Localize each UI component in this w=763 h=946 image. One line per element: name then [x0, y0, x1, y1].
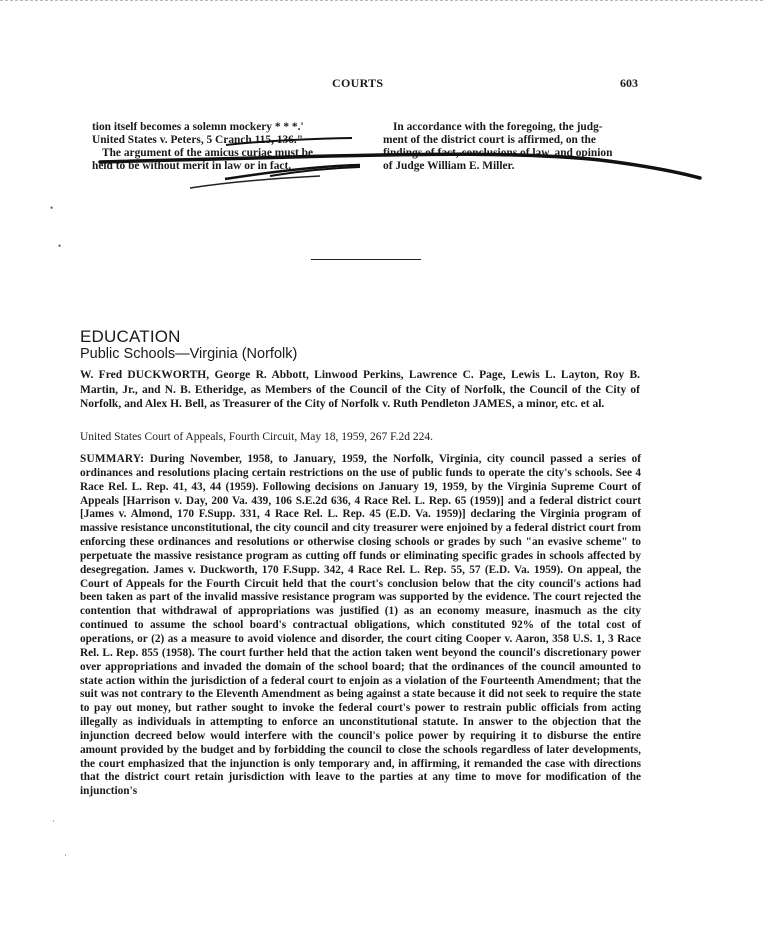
left-column-line: United States v. Peters, 5 Cranch 115, 136." [92, 134, 304, 146]
section-subtitle: Public Schools—Virginia (Norfolk) [80, 346, 298, 362]
court-citation: United States Court of Appeals, Fourth Circuit, May 18, 1959, 267 F.2d 224. [80, 431, 434, 443]
scan-speck: · [52, 816, 55, 826]
summary-text: During November, 1958, to January, 1959, the Norfolk, Virginia, city council passed a series of ordinances and resolutions placing certain restrictions on the use of public funds to operate the city's schools. See 4 Race Rel. L. Rep. 41, 43, 44 (1959). Following decisions on January 19, 1959, by the Virginia Supreme Court of Appeals [Harrison v. Day, 200 Va. 439, 106 S.E.2d 636, 4 Race Rel. L. Rep. 65 (1959)] and a federal district court [James v. Almond, 170 F.Supp. 331, 4 Race Rel. L. Rep. 45 (E.D. Va. 1959)] declaring the Virginia program of massive resistance unconstitutional, the city council and city treasurer were enjoined by a federal district court from enforcing these ordinances and resolutions or otherwise closing schools or grades by such "an evasive scheme" to perpetuate the massive resistance program as cutting off funds or eliminating specific grades in schools affected by desegregation. James v. Duckworth, 170 F.Supp. 342, 4 Race Rel. L. Rep. 55, 57 (E.D. Va. 1959). On appeal, the Court of Appeals for the Fourth Circuit held that the court's conclusion below that the city council's actions had been taken as part of the invalid massive resistance program was supported by the evidence. The court rejected the contention that withdrawal of appropriations was justified (1) as an economy measure, inasmuch as the city continued to assume the school board's contractual obligations, which constituted 92% of the total cost of operations, or (2) as a measure to avoid violence and disorder, the court citing Cooper v. Aaron, 358 U.S. 1, 3 Race Rel. L. Rep. 855 (1958). The court further held that the action taken went beyond the council's discretionary power over appropriations and invaded the domain of the school board; that the ordinances of the council amounted to state action within the jurisdiction of a federal court to enjoin as a violation of the Fourteenth Amendment; that the suit was not contrary to the Eleventh Amendment as being against a state because it did not seek to require the state to pay out money, but rather sought to invoke the federal court's power to restrain public officials from acting illegally as individuals in attempting to enforce an unconstitutional statute. In answer to the objection that the injunction decreed below would interfere with the council's police power by requiring it to disburse the entire amount provided by the budget and by forbidding the council to close the schools regardless of later developments, the court emphasized that the injunction is only temporary and, in affirming, it remanded the case with directions that the district court retain jurisdiction with leave to the parties at any time to move for modification of the injunction's [80, 453, 641, 798]
right-column-line: In accordance with the foregoing, the judg- [393, 121, 603, 133]
scan-speck: · [64, 850, 67, 860]
scan-speck: • [50, 203, 54, 213]
running-header-title: COURTS [332, 76, 384, 90]
right-column-line: findings of fact, conclusions of law, and opinion [383, 147, 613, 159]
case-parties: W. Fred DUCKWORTH, George R. Abbott, Linwood Perkins, Lawrence C. Page, Lewis L. Layton, Roy B. Martin, Jr., and N. B. Etheridge, as Members of the Council of the City of Norfolk, the Council of the City of Norfolk, and Alex H. Bell, as Treasurer of the City of Norfolk v. Ruth Pendleton JAMES, a minor, etc. et al. [80, 369, 640, 410]
left-column-line: The argument of the amicus curiae must be [102, 147, 314, 159]
left-column-line: held to be without merit in law or in fact. [92, 160, 292, 172]
section-divider [311, 259, 421, 260]
right-column-line: of Judge William E. Miller. [383, 160, 515, 172]
page-number: 603 [620, 76, 638, 90]
case-summary [80, 453, 641, 799]
left-column-line: tion itself becomes a solemn mockery * * *.' [92, 121, 304, 133]
scan-speck: • [58, 241, 62, 251]
right-column-line: ment of the district court is affirmed, on the [383, 134, 596, 146]
summary-label: SUMMARY: [80, 453, 145, 465]
section-title: EDUCATION [80, 327, 181, 346]
